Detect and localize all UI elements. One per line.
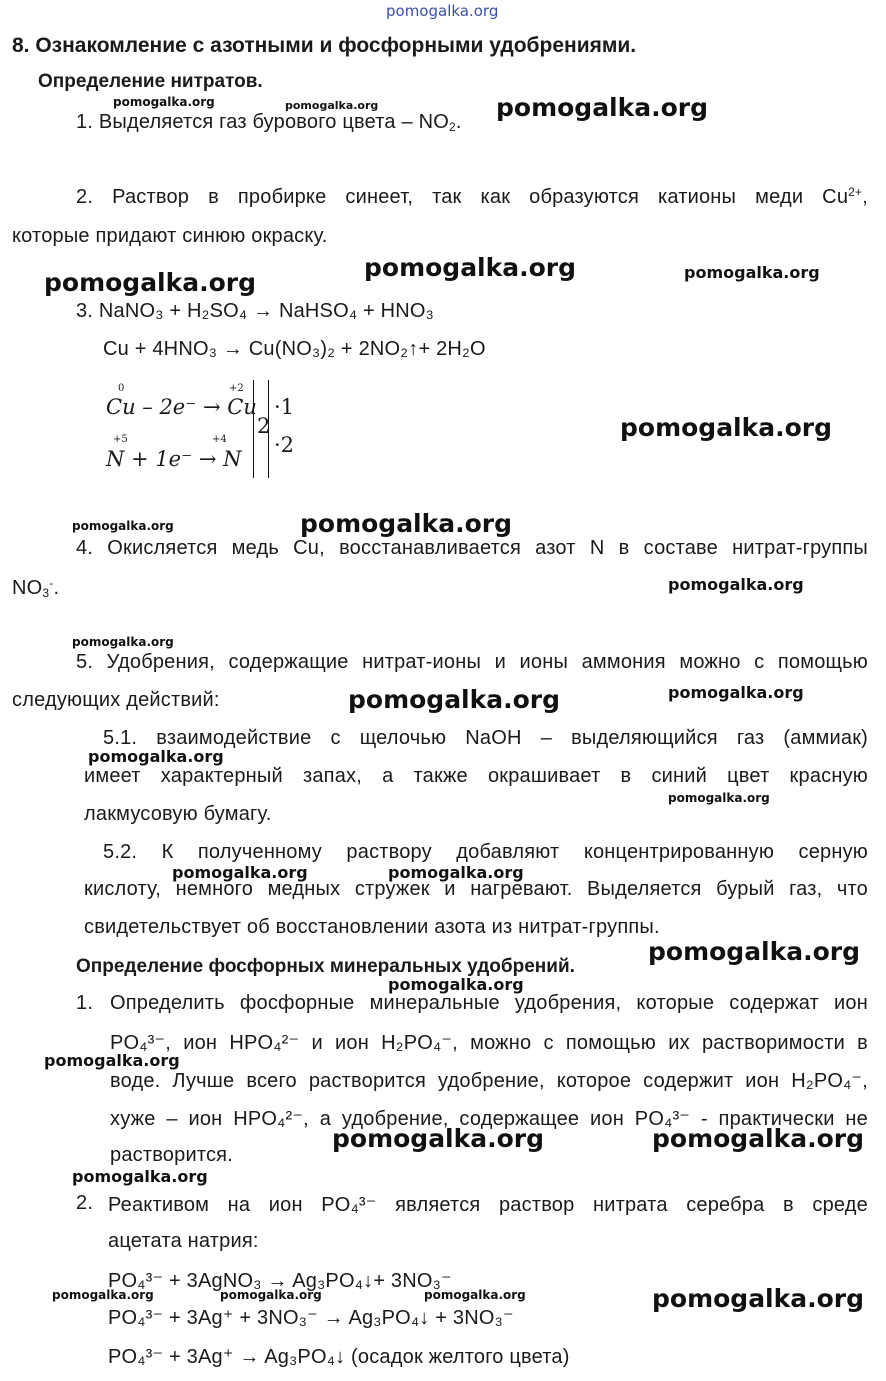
watermark: pomogalka.org <box>668 683 804 702</box>
nitrates-item-3-eq2: Cu + 4HNO₃ → Cu(NO₃)₂ + 2NO₂↑+ 2H₂O <box>103 338 486 360</box>
watermark: pomogalka.org <box>652 1284 865 1313</box>
ox-state-n-right: +4 <box>212 434 227 445</box>
watermark: pomogalka.org <box>72 519 174 533</box>
watermark: pomogalka.org <box>424 1288 526 1302</box>
watermark: pomogalka.org <box>72 635 174 649</box>
watermark: pomogalka.org <box>648 937 861 966</box>
watermark: pomogalka.org <box>496 93 709 122</box>
phosphates-item-2-num: 2. <box>76 1192 94 1214</box>
nitrates-item-5-2-line1: 5.2. К полученному раствору добавляют концентрированную серную <box>103 841 868 863</box>
phosphates-item-1-line1: Определить фосфорные минеральные удобрения, которые содержат ион <box>110 992 868 1014</box>
nitrates-item-5-line1: 5. Удобрения, содержащие нитрат-ионы и ионы аммония можно с помощью <box>76 651 868 673</box>
watermark: pomogalka.org <box>113 95 215 109</box>
watermark: pomogalka.org <box>348 685 561 714</box>
phosphates-item-2-line2: ацетата натрия: <box>108 1230 259 1252</box>
watermark: pomogalka.org <box>388 975 524 994</box>
section-heading-phosphates: Определение фосфорных минеральных удобрений. <box>76 956 575 977</box>
watermark: pomogalka.org <box>388 863 524 882</box>
nitrates-item-4-line2: $NO_3^-$. <box>12 576 60 600</box>
nitrates-item-1: 1. Выделяется газ бурового цвета – $NO_2$. <box>76 111 462 134</box>
nitrates-item-5-1-line1: 5.1. взаимодействие с щелочью NaOH – выделяющийся газ (аммиак) <box>103 727 869 749</box>
watermark: pomogalka.org <box>44 268 257 297</box>
balance-coef-1: ·1 <box>274 395 295 419</box>
watermark: pomogalka.org <box>300 509 513 538</box>
page-title: 8. Ознакомление с азотными и фосфорными удобрениями. <box>12 34 637 57</box>
ox-state-cu-right: +2 <box>229 383 244 394</box>
phosphates-item-1-line3: воде. Лучше всего растворится удобрение, которое содержит ион H₂PO₄⁻, <box>110 1070 868 1092</box>
watermark: pomogalka.org <box>332 1124 545 1153</box>
watermark: pomogalka.org <box>668 791 770 805</box>
watermark: pomogalka.org <box>172 863 308 882</box>
watermark-top: pomogalka.org <box>386 2 499 20</box>
nitrates-item-2-line1: 2. Раствор в пробирке синеет, так как образуются катионы меди $Cu^{2+}$, <box>76 185 869 208</box>
nitrates-item-5-2-line2: кислоту, немного медных стружек и нагревают. Выделяется бурый газ, что <box>84 878 868 900</box>
balance-divider-2 <box>268 380 269 478</box>
section-heading-nitrates: Определение нитратов. <box>38 71 263 92</box>
watermark: pomogalka.org <box>668 575 804 594</box>
nitrates-item-3-eq1: 3. NaNO₃ + H₂SO₄ → NaHSO₄ + HNO₃ <box>76 300 434 322</box>
phosphates-item-1-num: 1. <box>76 992 94 1014</box>
nitrates-item-5-2-line3: свидетельствует об восстановлении азота из нитрат-группы. <box>84 916 660 938</box>
watermark: pomogalka.org <box>52 1288 154 1302</box>
phosphates-item-1-line2: PO₄³⁻, ион HPO₄²⁻ и ион H₂PO₄⁻, можно с помощью их растворимости в <box>110 1032 868 1054</box>
phosphates-item-1-line5: растворится. <box>110 1144 233 1166</box>
nitrates-item-2-line2: которые придают синюю окраску. <box>12 225 328 247</box>
watermark: pomogalka.org <box>285 99 379 112</box>
phosphates-eq-2: PO₄³⁻ + 3Ag⁺ + 3NO₃⁻ → Ag₃PO₄↓ + 3NO₃⁻ <box>108 1307 514 1329</box>
nitrates-item-5-1-line2: имеет характерный запах, а также окрашивает в синий цвет красную <box>84 765 868 787</box>
watermark: pomogalka.org <box>684 263 820 282</box>
balance-row-1: Cu – 2e⁻ → Cu <box>106 395 257 419</box>
balance-electrons: 2 <box>257 414 271 438</box>
watermark: pomogalka.org <box>44 1051 180 1070</box>
balance-row-2: N + 1e⁻ → N <box>106 447 242 471</box>
ox-state-n-left: +5 <box>113 434 128 445</box>
phosphates-eq-3: PO₄³⁻ + 3Ag⁺ → Ag₃PO₄↓ (осадок желтого цвета) <box>108 1346 570 1368</box>
watermark: pomogalka.org <box>620 413 833 442</box>
nitrates-item-4-line1: 4. Окисляется медь Cu, восстанавливается азот N в составе нитрат-группы <box>76 537 868 559</box>
phosphates-eq-1: PO₄³⁻ + 3AgNO₃ → Ag₃PO₄↓+ 3NO₃⁻ <box>108 1270 452 1292</box>
watermark: pomogalka.org <box>88 747 224 766</box>
balance-coef-2: ·2 <box>274 433 295 457</box>
watermark: pomogalka.org <box>220 1288 322 1302</box>
watermark: pomogalka.org <box>72 1167 208 1186</box>
nitrates-item-5-1-line3: лакмусовую бумагу. <box>84 803 272 825</box>
ox-state-cu-left: 0 <box>118 383 125 394</box>
nitrates-item-5-line2: следующих действий: <box>12 689 220 711</box>
phosphates-item-1-line4: хуже – ион HPO₄²⁻, а удобрение, содержащее ион PO₄³⁻ - практически не <box>110 1108 868 1130</box>
phosphates-item-2-line1: Реактивом на ион PO₄³⁻ является раствор нитрата серебра в среде <box>108 1194 868 1216</box>
watermark: pomogalka.org <box>364 253 577 282</box>
watermark: pomogalka.org <box>652 1124 865 1153</box>
balance-divider-1 <box>253 380 254 478</box>
